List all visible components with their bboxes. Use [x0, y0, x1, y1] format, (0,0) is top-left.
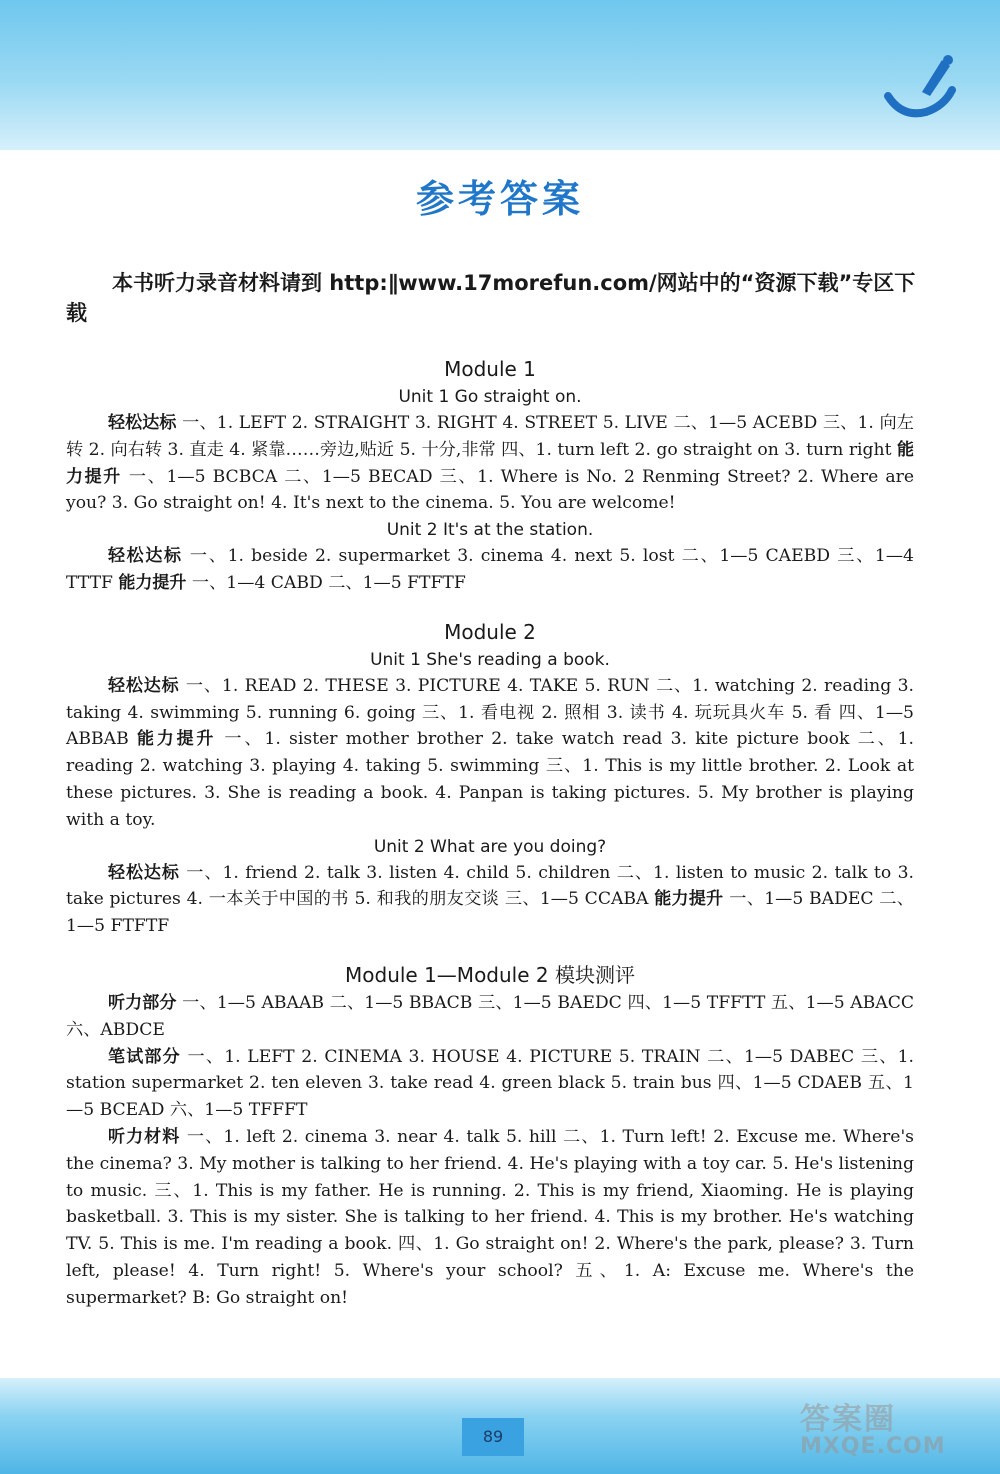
section-label: 轻松达标 [108, 413, 177, 433]
module-heading: Module 1 [444, 357, 536, 381]
answer-paragraph [66, 1124, 914, 1312]
answer-paragraph [66, 860, 914, 940]
watermark [800, 1394, 946, 1459]
publisher-logo-icon [882, 52, 962, 122]
answer-paragraph [66, 673, 914, 834]
section-label: 能力提升 [654, 889, 724, 910]
top-decorative-band [0, 0, 1000, 150]
section-label: 听力材料 [108, 1126, 181, 1147]
module-heading: Module 2 [444, 619, 536, 644]
unit-heading: Unit 1 Go straight on. [398, 387, 582, 407]
page-title: 参考答案 [415, 177, 584, 221]
section-label: 轻松达标 [108, 546, 183, 567]
answer-text: 一、1. friend 2. talk 3. listen 4. child 5. children 二、1. listen to music 2. talk to 3. take pictures 4. 一本关于中国的书 5. 和我的朋友交谈 三、1—5 CCABA [66, 862, 914, 910]
page-number: 89 [462, 1418, 524, 1456]
answer-text: 一、1—5 BADEC 二、1—5 FTFTF [66, 889, 914, 937]
answer-paragraph [66, 543, 914, 597]
download-notice: 本书听力录音材料请到 http:∥www.17morefun.com/网站中的“资源下载”专区下载 [66, 271, 916, 325]
section-label: 能力提升 [66, 439, 914, 487]
section-label: 轻松达标 [108, 862, 180, 883]
answer-content [66, 354, 914, 1312]
unit-heading: Unit 2 What are you doing? [373, 836, 607, 857]
answer-text: 一、1. left 2. cinema 3. near 4. talk 5. hill 二、1. Turn left! 2. Excuse me. Where's the cinema? 3. My mother is talking to her friend. 4. He's playing with a toy car. 5. He's listening to music. 三、1. This is my father. He is running. 2. This is my friend, Xiaoming. He is playing basketball. 3. This is my sister. She is talking to her friend. 4. This is my brother. He's watching TV. 5. This is me. I'm reading a book. 四、1. Go straight on! 2. Where's the park, please? 3. Turn left, please! 4. Turn right! 5. Where's your school? 五、1. A: Excuse me. Where's the supermarket? B: Go straight on! [66, 1126, 914, 1308]
answer-paragraph [66, 1044, 914, 1124]
section-label: 轻松达标 [108, 675, 180, 696]
section-label: 能力提升 [118, 572, 187, 593]
answer-text: 一、1. LEFT 2. STRAIGHT 3. RIGHT 4. STREET 5. LIVE 二、1—5 ACEBD 三、1. 向左转 2. 向右转 3. 直走 4. 紧靠……旁边,贴近 5. 十分,非常 四、1. turn left 2. go straight on 3. turn right [66, 413, 914, 460]
section-gap [66, 597, 914, 617]
section-gap [66, 940, 914, 960]
unit-heading: Unit 2 It's at the station. [386, 520, 594, 541]
unit-heading: Unit 1 She's reading a book. [370, 649, 610, 670]
section-label: 能力提升 [136, 729, 217, 750]
answer-text: 一、1—5 BCBCA 二、1—5 BECAD 三、1. Where is No. 2 Renming Street? 2. Where are you? 3. Go straight on! 4. It's next to the cinema. 5. You are welcome! [66, 466, 914, 514]
watermark-url: MXQE.COM [800, 1434, 946, 1459]
answer-text: 一、1. sister mother brother 2. take watch read 3. kite picture book 二、1. reading 2. watching 3. playing 4. taking 5. swimming 三、1. This is my little brother. 2. Look at these pictures. 3. She is reading a book. 4. Panpan is taking pictures. 5. My brother is playing with a toy. [66, 729, 914, 830]
answer-text: 一、1—4 CABD 二、1—5 FTFTF [186, 572, 466, 593]
answer-text: 一、1. READ 2. THESE 3. PICTURE 4. TAKE 5. RUN 二、1. watching 2. reading 3. taking 4. swimming 5. running 6. going 三、1. 看电视 2. 照相 3. 读书 4. 玩玩具火车 5. 看 四、1—5 ABBAB [66, 675, 914, 750]
section-label: 听力部分 [108, 992, 177, 1013]
answer-text: 一、1. beside 2. supermarket 3. cinema 4. next 5. lost 二、1—5 CAEBD 三、1—4 TTTF [66, 546, 914, 593]
module-heading: Module 1—Module 2 模块测评 [345, 962, 635, 987]
watermark-text: 答案圈 [800, 1402, 896, 1437]
answer-text: 一、1—5 ABAAB 二、1—5 BBACB 三、1—5 BAEDC 四、1—5 TFFTT 五、1—5 ABACC 六、ABDCE [66, 992, 915, 1040]
answer-paragraph [66, 990, 914, 1044]
answer-text: 一、1. LEFT 2. CINEMA 3. HOUSE 4. PICTURE 5. TRAIN 二、1—5 DABEC 三、1. station supermarket 2. ten eleven 3. take read 4. green black 5. train bus 四、1—5 CDAEB 五、1—5 BCEAD 六、1—5 TFFFT [66, 1046, 915, 1121]
answer-paragraph [66, 410, 914, 517]
section-label: 笔试部分 [108, 1046, 181, 1067]
